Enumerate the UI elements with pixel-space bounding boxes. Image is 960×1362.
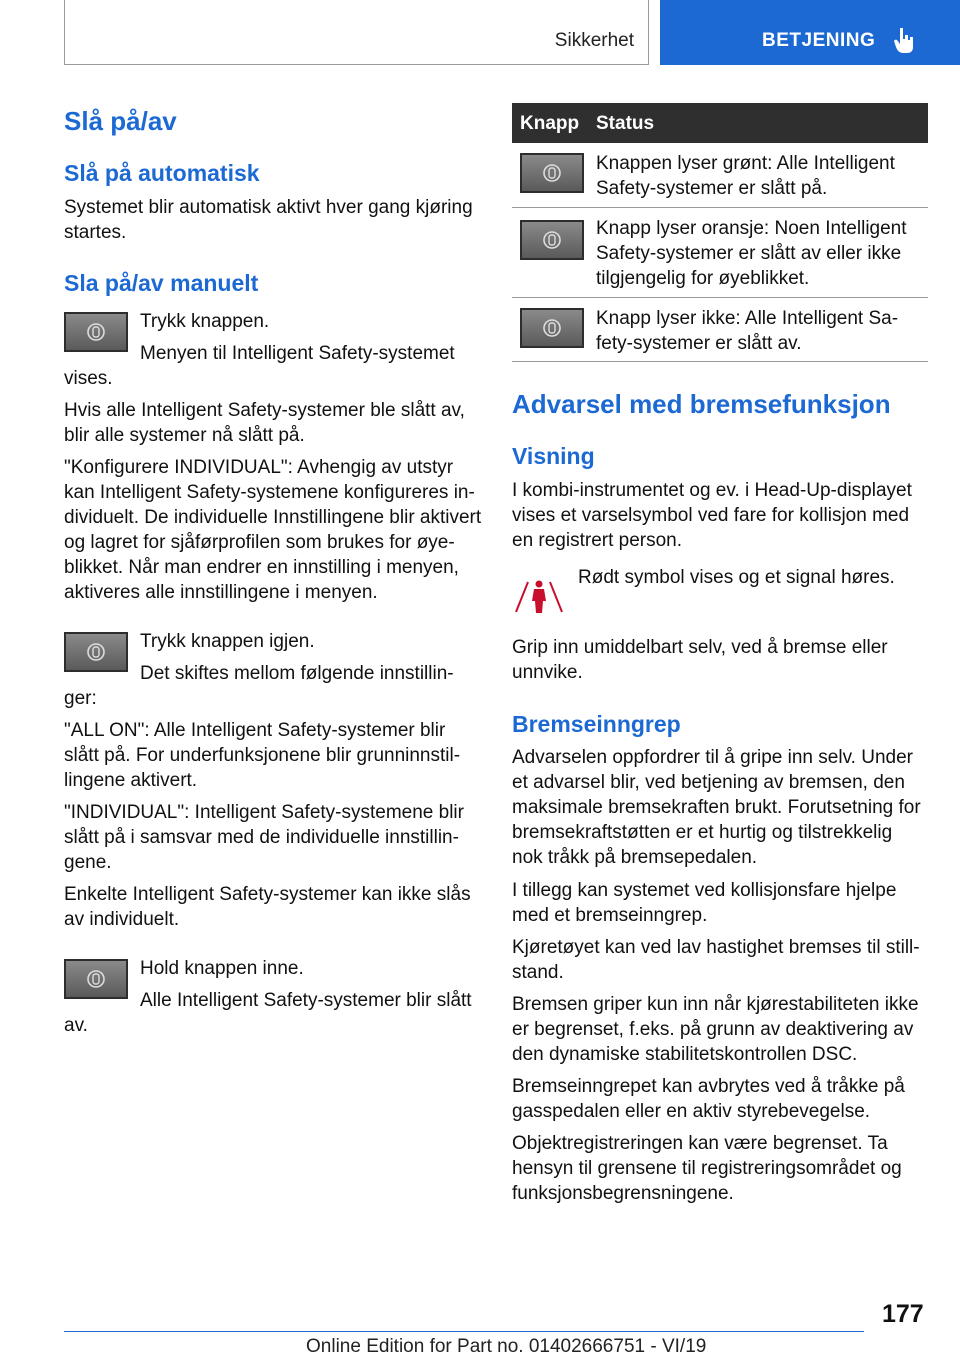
table-cell-status — [596, 216, 926, 291]
text-line: Objektregistreringen kan være begrenset. Ta — [512, 1133, 888, 1154]
text-line: en registrert person. — [512, 530, 683, 551]
text-line: av. — [64, 1015, 88, 1036]
intelligent-safety-button-icon — [520, 308, 584, 348]
heading-automatisk: Slå på automatisk — [64, 160, 260, 186]
table-row — [512, 143, 928, 208]
intelligent-safety-button-icon — [64, 959, 128, 999]
text-line: blir alle systemer nå slått på. — [64, 425, 305, 446]
text-line: Menyen til Intelligent Safety-systemet — [140, 343, 455, 364]
hand-pointer-icon — [894, 26, 916, 54]
text-line: funksjonsbegrensningene. — [512, 1183, 734, 1204]
heading-visning: Visning — [512, 443, 595, 469]
text-line: blikket. Når man endrer en innstilling i menyen, — [64, 557, 459, 578]
table-header — [512, 103, 928, 143]
header-section-box — [64, 0, 649, 65]
table-row — [512, 208, 928, 298]
text-line: Enkelte Intelligent Safety-systemer kan ikke slås — [64, 884, 471, 905]
text-line: Kjøretøyet kan ved lav hastighet bremses til still- — [512, 937, 920, 958]
text-line: Grip inn umiddelbart selv, ved å bremse eller — [512, 637, 888, 658]
paragraph-some-systems — [64, 882, 471, 932]
text-line: Bremseinngrepet kan avbrytes ved å tråkke på — [512, 1076, 905, 1097]
heading-sla-pa-av: Slå på/av — [64, 106, 177, 136]
paragraph-all-off — [64, 398, 465, 448]
symbol-description: Rødt symbol vises og et signal høres. — [578, 567, 895, 588]
text-line: tilgjengelig for øyeblikket. — [596, 268, 810, 289]
text-line: den dynamiske stabilitetskontrollen DSC. — [512, 1044, 858, 1065]
page-number: 177 — [882, 1300, 924, 1328]
text-line: unnvike. — [512, 662, 583, 683]
text-line: slått på. For underfunksjonene blir grunninnstil- — [64, 745, 461, 766]
button-status-table — [512, 103, 928, 362]
step-press-again: Trykk knappen igjen. — [140, 631, 315, 652]
heading-bremseinngrep: Bremseinngrep — [512, 711, 681, 737]
text-line: gasspedalen eller en aktiv styrebevegelse. — [512, 1101, 871, 1122]
text-line: Safety-systemer er slått av eller ikke — [596, 243, 902, 264]
text-line: kan Intelligent Safety-systemene konfigureres in- — [64, 482, 475, 503]
paragraph-bremse-1 — [512, 745, 921, 870]
pedestrian-warning-icon — [512, 572, 566, 616]
intelligent-safety-button-icon — [520, 220, 584, 260]
text-line: Knapp lyser ikke: Alle Intelligent Sa- — [596, 308, 899, 329]
text-line: slått på i samsvar med de individuelle innstillin- — [64, 827, 459, 848]
text-line: "ALL ON": Alle Intelligent Safety-systemer blir — [64, 720, 446, 741]
text-line: Alle Intelligent Safety-systemer blir slått — [140, 990, 472, 1011]
text-line: I tillegg kan systemet ved kollisjonsfare hjelpe — [512, 880, 897, 901]
text-line: fety-systemer er slått av. — [596, 333, 802, 354]
text-line: hensyn til grensene til registreringsområdet og — [512, 1158, 902, 1179]
text-line: vises. — [64, 368, 113, 389]
table-row — [512, 298, 928, 362]
header-section-title: Sikkerhet — [554, 30, 634, 51]
footer-divider — [64, 1331, 864, 1332]
text-line: Knappen lyser grønt: Alle Intelligent — [596, 153, 895, 174]
paragraph-bremse-2 — [512, 878, 896, 928]
paragraph-individual — [64, 800, 464, 875]
step-press-button: Trykk knappen. — [140, 311, 270, 332]
header-chapter-title: BETJENING — [762, 30, 876, 51]
text-line: Systemet blir automatisk aktivt hver gang kjøring — [64, 197, 473, 218]
text-line: av individuelt. — [64, 909, 180, 930]
text-line: vises et varselsymbol ved fare for kollisjon med — [512, 505, 910, 526]
text-line: Knapp lyser oransje: Noen Intelligent — [596, 218, 907, 239]
text-line: stand. — [512, 962, 564, 983]
heading-advarsel: Advarsel med bremsefunksjon — [512, 389, 891, 419]
text-line: aktiveres alle innstillingene i menyen. — [64, 582, 378, 603]
table-cell-status — [596, 151, 926, 201]
step-hold-button: Hold knappen inne. — [140, 958, 304, 979]
text-line: "Konfigurere INDIVIDUAL": Avhengig av utstyr — [64, 457, 454, 478]
text-line: maksimale bremsekraften brukt. Forutsetning for — [512, 797, 921, 818]
text-line: bremsekraftstøtten er et hurtig og tilstrekkelig — [512, 822, 893, 843]
paragraph-bremse-4 — [512, 992, 919, 1067]
paragraph-bremse-6 — [512, 1131, 902, 1206]
paragraph-visning — [512, 478, 912, 553]
text-line: nok tråkk på bremsepedalen. — [512, 847, 758, 868]
text-line: I kombi-instrumentet og ev. i Head-Up-displayet — [512, 480, 912, 501]
text-line: gene. — [64, 852, 112, 873]
text-line: ger: — [64, 688, 97, 709]
heading-manuelt: Sla på/av manuelt — [64, 270, 259, 296]
text-line: Bremsen griper kun inn når kjørestabiliteten ikke — [512, 994, 919, 1015]
text-line: Hvis alle Intelligent Safety-systemer ble slått av, — [64, 400, 465, 421]
footer-edition: Online Edition for Part no. 01402666751 - VI/19 — [306, 1336, 707, 1357]
paragraph-bremse-5 — [512, 1074, 905, 1124]
header-chapter-tab[interactable] — [660, 0, 960, 65]
text-line: startes. — [64, 222, 127, 243]
intelligent-safety-button-icon — [64, 312, 128, 352]
text-line: Det skiftes mellom følgende innstillin- — [140, 663, 454, 684]
paragraph-grip-inn — [512, 635, 888, 685]
text-line: Advarselen oppfordrer til å gripe inn selv. Under — [512, 747, 913, 768]
intelligent-safety-button-icon — [64, 632, 128, 672]
text-line: med et bremseinngrep. — [512, 905, 708, 926]
text-line: er begrenset, f.eks. på grunn av deaktivering av — [512, 1019, 914, 1040]
intelligent-safety-button-icon — [520, 153, 584, 193]
text-line: dividuelt. De individuelle Innstillingene blir aktivert — [64, 507, 482, 528]
table-cell-status — [596, 306, 926, 356]
paragraph-auto — [64, 195, 473, 245]
paragraph-bremse-3 — [512, 935, 920, 985]
text-line: Safety-systemer er slått på. — [596, 178, 828, 199]
table-header-status: Status — [596, 113, 655, 134]
paragraph-configure — [64, 455, 481, 605]
text-line: et advarsel blir, ved betjening av bremsen, den — [512, 772, 905, 793]
text-line: lingene aktivert. — [64, 770, 198, 791]
table-header-knapp: Knapp — [520, 113, 580, 134]
text-line: "INDIVIDUAL": Intelligent Safety-systemene blir — [64, 802, 464, 823]
text-line: og lagret for sjåførprofilen som brukes for øye- — [64, 532, 455, 553]
paragraph-all-on — [64, 718, 460, 793]
